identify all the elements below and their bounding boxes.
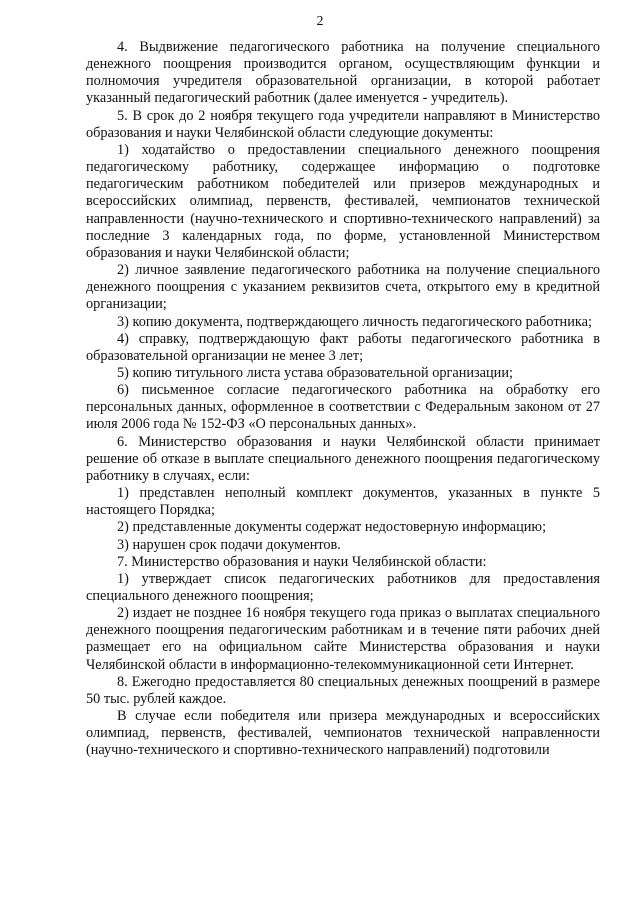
paragraph-5-deadline: 5. В срок до 2 ноября текущего года учредители направляют в Министерство образования и науки Челябинской области следующие документы:	[86, 107, 600, 141]
list-item-incomplete-docs: 1) представлен неполный комплект документов, указанных в пункте 5 настоящего Порядка;	[86, 485, 600, 519]
list-item-issues-order: 2) издает не позднее 16 ноября текущего года приказ о выплатах специального денежного поощрения педагогическим работникам и в течение пяти рабочих дней размещает его на официальном сайте Министерства образования и науки Челябинской области в информационно-телекоммуникационной сети Интернет.	[86, 605, 600, 673]
page-number: 2	[316, 14, 324, 29]
list-item-data-consent: 6) письменное согласие педагогического работника на обработку его персональных данных, оформленное в соответствии с Федеральным законом от 27 июля 2006 года № 152-ФЗ «О персональных данных».	[86, 382, 600, 433]
list-item-unreliable-info: 2) представленные документы содержат недостоверную информацию;	[117, 519, 547, 536]
list-item-deadline-violated: 3) нарушен срок подачи документов.	[117, 536, 341, 553]
paragraph-winners-case: В случае если победителя или призера международных и всероссийских олимпиад, первенств, фестивалей, чемпионатов технической направленности (научно-технического и спортивно-технического направлений) подготовили	[86, 708, 600, 759]
document-body	[86, 39, 600, 760]
list-item-approves-list: 1) утверждает список педагогических работников для предоставления специального денежного поощрения;	[86, 570, 600, 604]
list-item-employment-certificate: 4) справку, подтверждающую факт работы педагогического работника в образовательной организации не менее 3 лет;	[86, 330, 600, 364]
paragraph-4-nomination: 4. Выдвижение педагогического работника на получение специального денежного поощрения производится органом, осуществляющим функции и полномочия учредителя образовательной организации, в которой работает указанный педагогический работник (далее именуется - учредитель).	[86, 39, 600, 107]
list-item-application: 2) личное заявление педагогического работника на получение специального денежного поощрения с указанием реквизитов счета, открытого ему в кредитной организации;	[86, 262, 600, 313]
paragraph-7-ministry: 7. Министерство образования и науки Челябинской области:	[117, 553, 487, 570]
list-item-charter-copy: 5) копию титульного листа устава образовательной организации;	[117, 364, 513, 381]
list-item-petition: 1) ходатайство о предоставлении специального денежного поощрения педагогическому работнику, содержащее информацию о подготовке педагогическим работником победителей или призеров международных и всероссийских олимпиад, первенств, фестивалей, чемпионатов технической направленности (научно-технического и спортивно-технического направлений) за последние 3 календарных года, по форме, установленной Министерством образования и науки Челябинской области;	[86, 141, 600, 261]
paragraph-8-awards: 8. Ежегодно предоставляется 80 специальных денежных поощрений в размере 50 тыс. рублей каждое.	[86, 673, 600, 707]
paragraph-6-refusal: 6. Министерство образования и науки Челябинской области принимает решение об отказе в выплате специального денежного поощрения педагогическому работнику в случаях, если:	[86, 433, 600, 484]
list-item-identity-copy: 3) копию документа, подтверждающего личность педагогического работника;	[117, 313, 592, 330]
